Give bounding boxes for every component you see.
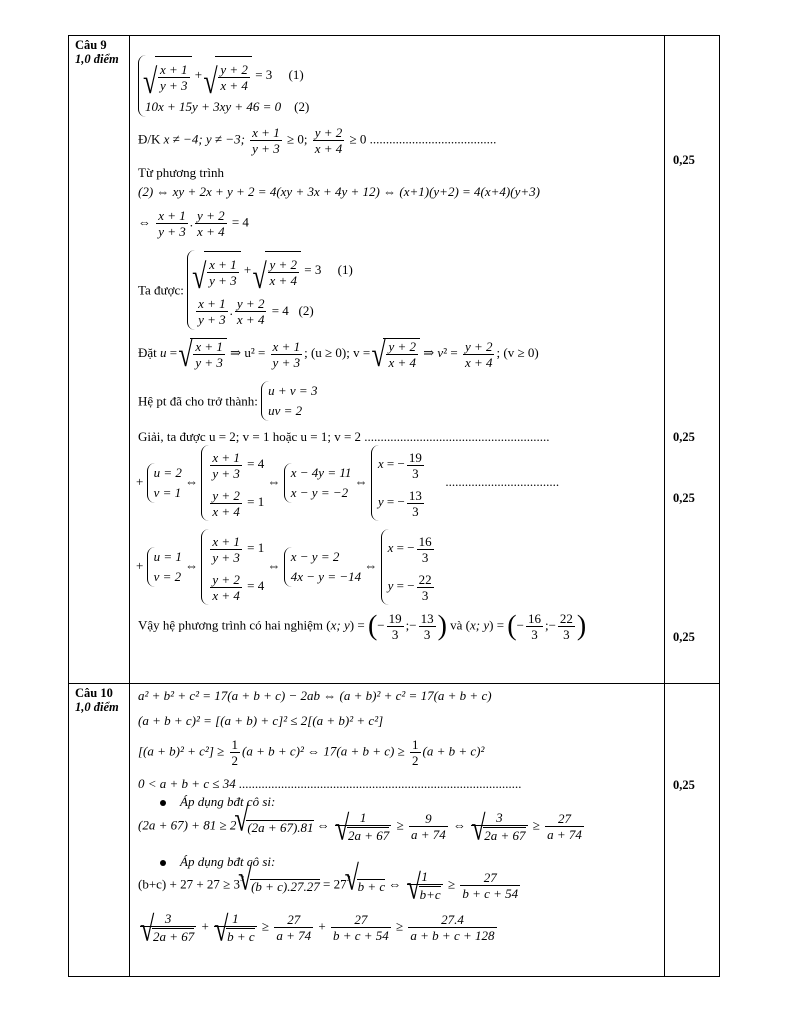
dk-tail: ≥ 0 .......................................	[349, 131, 497, 147]
q10-ineq-1: (2a + 67) + 81 ≥ 2√ (2a + 67).81 ⇔ 1 √ 2a + 67 ≥ $\frac{9}{a + 74}$ ⇔ 3 √ 2a + 67 ≥ $\frac{27}{a + 74}$	[138, 810, 586, 843]
q10-line-3: [(a + b)² + c²] ≥ $\frac{1}{2}$ (a + b + c)² ⇔ 17(a + b + c) ≥ $\frac{1}{2}$ (a + b + c)²	[138, 737, 485, 768]
column-divider	[129, 35, 130, 976]
conclusion-text: Vậy hệ phương trình có hai nghiệm	[138, 617, 324, 633]
cond-u: (u ≥ 0);	[310, 344, 350, 360]
combined-system: Ta được: √ $\frac{x + 1}{y + 3}$ + √ $\frac{y + 2}{x + 4}$ = 3 (1) $\frac{x + 1}{y + 3}$ . $\frac{y + 2}{x + 4}$ = 4 (2)	[138, 250, 353, 330]
eq-tag: (1)	[288, 67, 304, 82]
row-divider	[68, 683, 719, 684]
q10-line-4: 0 < a + b + c ≤ 34 .......................................................................................	[138, 776, 522, 791]
q10-ineq-2: (b+c) + 27 + 27 ≥ 3 √ 3 (b + c).27.27 = 27 √ 3 b + c ⇔ 1 √ b+c ≥ $\frac{27}{b + c + 54}$	[138, 869, 522, 902]
cosi-text-2: Áp dụng bđt cô si:	[180, 854, 276, 869]
substitution-line: Đặt u = √ $\frac{x + 1}{y + 3}$ ⇒ u² = $\frac{x + 1}{y + 3}$ ; (u ≥ 0); v = √ $\frac{y + 2}{x + 4}$ ⇒ v² = $\frac{y + 2}{x + 4}$ ; (v ≥ 0)	[138, 338, 539, 370]
score: 0,25	[673, 778, 695, 792]
case2-eq2: 4x − y = −14	[290, 569, 362, 584]
solve-line: Giải, ta được u = 2; v = 1 hoặc u = 1; v = 2 .........................................................	[138, 429, 550, 444]
question-points: 1,0 điểm	[75, 52, 119, 66]
q10-final-ineq: 3 √ 2a + 67 + 1 √ b + c ≥ $\frac{27}{a + 74}$ + $\frac{27}{b + c + 54}$ ≥ $\frac{27.4}{a + b + c + 128}$	[138, 911, 499, 944]
score: 0,25	[673, 430, 695, 444]
transform-line: (2) ⇔ xy + 2x + y + 2 = 4(xy + 3x + 4y + 12) ⇔ (x+1)(y+2) = 4(x+4)(y+3)	[138, 184, 540, 199]
cond-v: (v ≥ 0)	[503, 344, 539, 360]
dots: ...................................	[445, 473, 560, 489]
domain-condition: Đ/K x ≠ −4; y ≠ −3; $\frac{x + 1}{y + 3}$ ≥ 0; $\frac{y + 2}{x + 4}$ ≥ 0 .......................................	[138, 125, 497, 156]
case-2: + u = 1 v = 2 ⇔ $\frac{x + 1}{y + 3}$ = 1 $\frac{y + 2}{x + 4}$ = 4 ⇔ x − y = 2 4x − y = −14 ⇔ x = − $\frac{16}{3}$ y = − $\frac{22}{3}$	[136, 529, 436, 605]
dat-label: Đặt	[138, 344, 157, 360]
eq-tag: (2)	[294, 98, 310, 114]
cosi-bullet-1	[160, 795, 275, 808]
column-divider	[664, 35, 665, 976]
question-label: Câu 10	[75, 686, 113, 700]
question-label: Câu 9	[75, 38, 107, 52]
q10-line-2: (a + b + c)² = [(a + b) + c]² ≤ 2[(a + b)² + c²]	[138, 713, 384, 728]
q10-line-1: a² + b² + c² = 17(a + b + c) − 2ab ⇔ (a + b)² + c² = 17(a + b + c)	[138, 688, 492, 703]
conclusion-line: Vậy hệ phương trình có hai nghiệm (x; y) = (− $\frac{19}{3}$ ;− $\frac{13}{3}$ ) và (x; y) = (− $\frac{16}{3}$ ;− $\frac{22}{3}$ )	[138, 610, 587, 642]
uv-eq2: uv = 2	[268, 403, 303, 418]
dk-label: Đ/K	[138, 131, 161, 147]
he-pt-label: Hệ pt đã cho trở thành:	[138, 393, 258, 409]
case1-eq2: x − y = −2	[290, 485, 349, 500]
equation-2: 10x + 15y + 3xy + 46 = 0	[145, 98, 282, 114]
score: 0,25	[673, 153, 695, 167]
case1-eq1: x − 4y = 11	[290, 465, 352, 480]
uv-system	[138, 381, 317, 421]
bullet-icon	[160, 800, 166, 806]
dk-text: x ≠ −4; y ≠ −3;	[163, 131, 245, 147]
cosi-text-1: Áp dụng bđt cô si:	[180, 794, 276, 809]
score: 0,25	[673, 491, 695, 505]
case-1: + u = 2 v = 1 ⇔ $\frac{x + 1}{y + 3}$ = 4 $\frac{y + 2}{x + 4}$ = 1 ⇔ x − 4y = 11 x − y = −2 ⇔ x = − $\frac{19}{3}$ y = − $\frac{13}{3}$ ...................................	[136, 445, 559, 521]
cosi-bullet-2	[160, 855, 275, 868]
product-equation: ⇔ $\frac{x + 1}{y + 3}$ . $\frac{y + 2}{x + 4}$ = 4	[138, 208, 249, 239]
system-of-equations: √ $\frac{x + 1}{y + 3}$ + √ $\frac{y + 2}{x + 4}$ = 3 (1) 10x + 15y + 3xy + 46 = 0 (2)	[138, 55, 309, 117]
text-line: Từ phương trình	[138, 165, 224, 180]
uv-eq1: u + v = 3	[268, 383, 318, 398]
eq1-rhs: = 3	[255, 67, 273, 82]
case2-eq1: x − y = 2	[290, 549, 340, 564]
bullet-icon	[160, 860, 166, 866]
score: 0,25	[673, 630, 695, 644]
question-points: 1,0 điểm	[75, 700, 119, 714]
ta-duoc-label: Ta được:	[138, 282, 184, 298]
